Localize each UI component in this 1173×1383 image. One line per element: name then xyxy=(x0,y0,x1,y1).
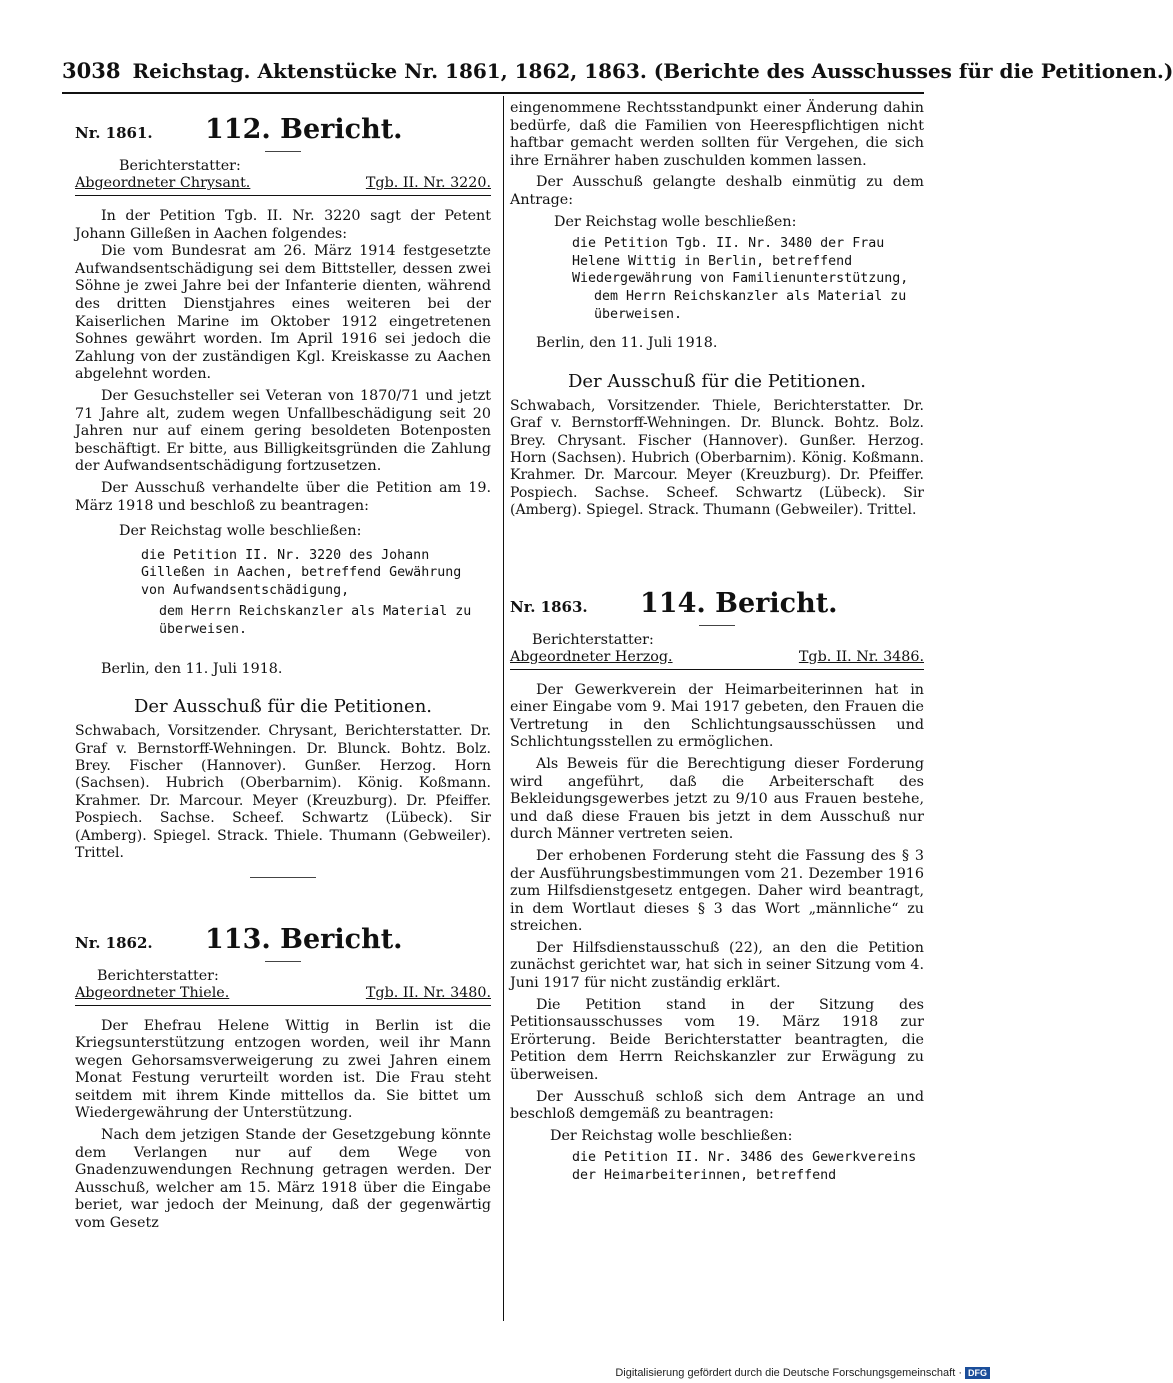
paragraph: Der Hilfsdienstausschuß (22), an den die Petition zunächst gerichtet war, hat sich in seiner Sitzung vom 4. Juni 1917 für nicht zuständig erklärt. xyxy=(510,939,924,992)
reference-number: Tgb. II. Nr. 3486. xyxy=(798,648,924,665)
reporter-label: Berichterstatter: xyxy=(532,631,654,648)
report-113-title: 113. Bericht. xyxy=(205,923,403,955)
paragraph: Der Gewerkverein der Heimarbeiterinnen hat in einer Eingabe vom 9. Mai 1917 gebeten, den Frauen die Vertretung in den Schlichtungsausschüssen und Schlichtungsstellen zu ermöglichen. xyxy=(510,681,924,751)
report-114-nr: Nr. 1863. xyxy=(510,597,588,616)
reference-number: Tgb. II. Nr. 3220. xyxy=(365,175,491,191)
motion-text: dem Herrn Reichskanzler als Material zu überweisen. xyxy=(594,288,907,322)
motion-intro: Der Reichstag wolle beschließen: xyxy=(550,1127,793,1144)
divider xyxy=(265,151,301,152)
dfg-logo: DFG xyxy=(965,1367,990,1379)
reference-number: Tgb. II. Nr. 3480. xyxy=(365,984,491,1001)
committee-members: Schwabach, Vorsitzender. Chrysant, Berichterstatter. Dr. Graf v. Bernstorff-Wehningen. Dr. Blunck. Bohtz. Bolz. Brey. Fischer (Hannover). Gunßer. Herzog. Horn (Sachsen). Hubrich (Oberbarnim). König. Koßmann. Krahmer. Dr. Marcour. Meyer (Kreuzburg). Dr. Pfeiffer. Pospiech. Sachse. Scheef. Schwartz (Lübeck). Sir (Amberg). Spiegel. Strack. Thiele. Thumann (Gebweiler). Trittel. xyxy=(75,723,491,862)
reporter-label: Berichterstatter: xyxy=(119,158,241,174)
motion-text: die Petition Tgb. II. Nr. 3480 der Frau Helene Wittig in Berlin, betreffend Wiedergewährung von Familienunterstützung, xyxy=(572,236,909,287)
paragraph: Der Gesuchsteller sei Veteran von 1870/71 und jetzt 71 Jahre alt, zudem wegen Unfallbeschädigung seit 20 Jahren nur auf einem gering besoldeten Botenposten beschäftigt. Er bitte, aus Billigkeitsgründen die Zahlung der Aufwandsentschädigung fortzusetzen. xyxy=(75,387,491,475)
paragraph: Der Ehefrau Helene Wittig in Berlin ist die Kriegsunterstützung entzogen worden, weil ihr Mann wegen Gehorsamsverweigerung zu zwei Jahren einem Monat Festung verurteilt worden ist. Die Frau steht seitdem mit ihrem Kinde mittellos da. Sie bittet um Wiedergewährung der Unterstützung. xyxy=(75,1017,491,1122)
paragraph: eingenommene Rechtsstandpunkt einer Änderung dahin bedürfe, daß die Familien von Heerespflichtigen nicht haftbar gemacht werden sollten für Vergehen, die sich ihre Ernährer haben zuschulden kommen lassen. xyxy=(510,100,924,169)
reporter-line xyxy=(510,649,924,666)
reporter-name: Abgeordneter Thiele. xyxy=(75,984,230,1001)
reporter-line xyxy=(75,175,491,192)
motion-text: dem Herrn Reichskanzler als Material zu überweisen. xyxy=(159,604,472,638)
divider xyxy=(699,625,735,626)
motion-intro: Der Reichstag wolle beschließen: xyxy=(119,523,362,540)
funding-footer xyxy=(615,1367,990,1379)
paragraph: Die vom Bundesrat am 26. März 1914 festgesetzte Aufwandsentschädigung sei dem Bittsteller, dessen zwei Söhne je zwei Jahre bei der Infanterie dienten, während des dritten Dienstjahres eines weiteren bei der Kaiserlichen Marine im Oktober 1912 eingetretenen Sohnes gewährt worden. Im April 1916 sei jedoch die Zahlung von der zuständigen Kgl. Kreiskasse zu Aachen abgelehnt worden. xyxy=(75,243,491,383)
divider xyxy=(265,961,301,962)
header-rule xyxy=(62,92,924,94)
committee-name: Der Ausschuß für die Petitionen. xyxy=(567,370,867,392)
report-114-title: 114. Bericht. xyxy=(640,587,838,619)
reporter-name: Abgeordneter Chrysant. xyxy=(75,175,251,191)
header-title: Reichstag. Aktenstücke Nr. 1861, 1862, 1863. (Berichte des Ausschusses für die Petitionen.) xyxy=(132,59,1173,83)
paragraph: In der Petition Tgb. II. Nr. 3220 sagt der Petent Johann Gilleßen in Aachen folgendes: xyxy=(75,208,491,242)
right-column xyxy=(510,100,924,1185)
report-113-nr: Nr. 1862. xyxy=(75,933,153,952)
committee-members: Schwabach, Vorsitzender. Thiele, Berichterstatter. Dr. Graf v. Bernstorff-Wehningen. Dr. Blunck. Bohtz. Bolz. Brey. Chrysant. Fischer (Hannover). Gunßer. Herzog. Horn (Sachsen). Hubrich (Oberbarnim). König. Koßmann. Krahmer. Dr. Marcour. Meyer (Kreuzburg). Dr. Pfeiffer. Pospiech. Sachse. Scheef. Schwartz (Lübeck). Sir (Amberg). Spiegel. Strack. Thumann (Gebweiler). Trittel. xyxy=(510,397,924,519)
paragraph: Die Petition stand in der Sitzung des Petitionsausschusses vom 19. März 1918 zur Erörterung. Beide Berichterstatter beantragten, die Petition dem Herrn Reichskanzler zur Erwägung zu überweisen. xyxy=(510,996,924,1084)
paragraph: Der Ausschuß verhandelte über die Petition am 19. März 1918 und beschloß zu beantragen: xyxy=(75,479,491,514)
divider xyxy=(250,877,316,878)
page-number: 3038 xyxy=(62,58,121,83)
paragraph: Als Beweis für die Berechtigung dieser Forderung wird angeführt, daß die Arbeiterschaft des Bekleidungsgewerbes jetzt zu 9/10 aus Frauen bestehe, und daß diese Frauen bis jetzt in dem Ausschuß nur durch Männer vertreten seien. xyxy=(510,755,924,843)
motion-text: die Petition II. Nr. 3220 des Johann Gilleßen in Aachen, betreffend Gewährung von Aufwandsentschädigung, xyxy=(141,547,462,598)
running-header xyxy=(62,58,1173,88)
column-divider xyxy=(503,96,504,1321)
motion-text: die Petition II. Nr. 3486 des Gewerkvereins der Heimarbeiterinnen, betreffend xyxy=(572,1150,917,1183)
report-113-heading xyxy=(75,924,491,955)
motion-intro: Der Reichstag wolle beschließen: xyxy=(554,213,797,230)
reporter-line xyxy=(75,985,491,1002)
paragraph: Der Ausschuß schloß sich dem Antrage an und beschloß demgemäß zu beantragen: xyxy=(510,1088,924,1123)
reporter-name: Abgeordneter Herzog. xyxy=(510,648,673,665)
paragraph: Nach dem jetzigen Stande der Gesetzgebung könnte dem Verlangen nur auf dem Wege von Gnadenzuwendungen Rechnung getragen werden. Der Ausschuß, welcher am 15. März 1918 über die Eingabe beriet, war jedoch der Meinung, daß der gegenwärtig vom Gesetz xyxy=(75,1127,491,1232)
committee-name: Der Ausschuß für die Petitionen. xyxy=(133,696,433,718)
report-112-title: 112. Bericht. xyxy=(205,114,403,145)
paragraph: Der erhobenen Forderung steht die Fassung des § 3 der Ausführungsbestimmungen vom 21. Dezember 1916 zum Hilfsdienstgesetz entgegen. Daher wird beantragt, in dem Wortlaut dieses § 3 das Wort „männliche“ zu streichen. xyxy=(510,847,924,935)
date-line: Berlin, den 11. Juli 1918. xyxy=(101,660,283,677)
report-114-heading xyxy=(510,588,924,619)
report-112-heading xyxy=(75,114,491,145)
reporter-label: Berichterstatter: xyxy=(97,967,219,984)
paragraph: Der Ausschuß gelangte deshalb einmütig zu dem Antrage: xyxy=(510,174,924,208)
footer-text: Digitalisierung gefördert durch die Deutsche Forschungsgemeinschaft · xyxy=(615,1367,962,1379)
report-112-nr: Nr. 1861. xyxy=(75,124,153,142)
left-column xyxy=(75,100,491,1233)
date-line: Berlin, den 11. Juli 1918. xyxy=(536,335,718,352)
